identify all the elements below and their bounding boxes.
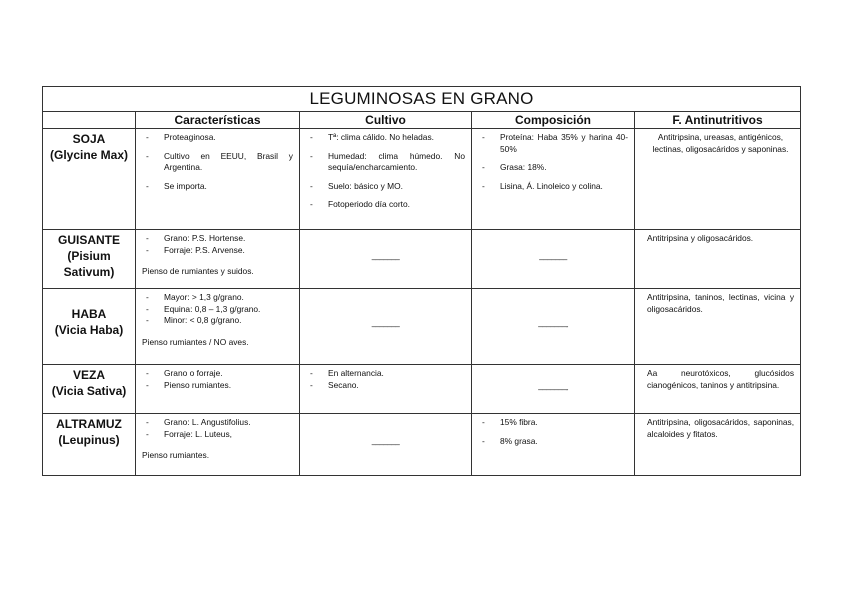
list-item: - Se importa. xyxy=(142,181,293,193)
table-row-altramuz xyxy=(43,414,801,476)
list-item: - Proteína: Haba 35% y harina 40-50% xyxy=(478,132,628,155)
list-item: - 8% grasa. xyxy=(478,436,628,448)
cultivo-placeholder: ––––––– xyxy=(300,289,472,365)
caracteristicas-note: Pienso rumiantes / NO aves. xyxy=(142,336,249,347)
caracteristicas-note: Pienso de rumiantes y suidos. xyxy=(142,266,254,276)
composicion-cell xyxy=(472,414,635,476)
list-item: - En alternancia. xyxy=(306,368,465,380)
composicion-cell xyxy=(472,129,635,230)
row-name: SOJA xyxy=(72,132,106,146)
cultivo-placeholder: ––––––– xyxy=(300,230,472,289)
list-item: - Secano. xyxy=(306,380,465,392)
header-antinutritivos: F. Antinutritivos xyxy=(635,112,801,129)
header-empty xyxy=(43,112,136,129)
row-scientific-name: (Pisium Sativum) xyxy=(63,249,115,279)
list-item: - Tª: clima cálido. No heladas. xyxy=(306,132,465,144)
list-item: - Grano: P.S. Hortense. xyxy=(142,233,293,245)
caracteristicas-list xyxy=(142,132,293,192)
antinutritivos-cell: Antitripsina y oligosacáridos. xyxy=(635,230,801,289)
row-name: ALTRAMUZ xyxy=(56,417,122,431)
composicion-placeholder: –––––––- xyxy=(472,365,635,414)
row-scientific-name: (Vicia Sativa) xyxy=(51,384,127,398)
row-name-cell xyxy=(43,414,136,476)
row-scientific-name: (Leupinus) xyxy=(58,433,120,447)
header-caracteristicas: Características xyxy=(136,112,300,129)
cultivo-placeholder: ––––––– xyxy=(300,414,472,476)
antinutritivos-cell: Antitripsina, oligosacáridos, saponinas, alcaloides y fitatos. xyxy=(635,414,801,476)
list-item: - Forraje: P.S. Arvense. xyxy=(142,245,293,257)
table-row-veza xyxy=(43,365,801,414)
caracteristicas-list xyxy=(142,233,293,256)
header-composicion: Composición xyxy=(472,112,635,129)
composicion-placeholder: –––––––- xyxy=(472,289,635,365)
caracteristicas-cell xyxy=(136,414,300,476)
row-name: GUISANTE xyxy=(57,233,120,247)
caracteristicas-list xyxy=(142,417,293,440)
row-name-cell xyxy=(43,129,136,230)
caracteristicas-cell xyxy=(136,230,300,289)
table-row-haba xyxy=(43,289,801,365)
table-row-guisante xyxy=(43,230,801,289)
row-name: VEZA xyxy=(72,368,105,382)
cultivo-cell xyxy=(300,129,472,230)
row-scientific-name: (Glycine Max) xyxy=(49,148,129,162)
caracteristicas-cell xyxy=(136,129,300,230)
list-item: - Minor: < 0,8 g/grano. xyxy=(142,315,293,327)
list-item: - Mayor: > 1,3 g/grano. xyxy=(142,292,293,304)
antinutritivos-cell: Aa neurotóxicos, glucósidos cianogénicos, taninos y antitripsina. xyxy=(635,365,801,414)
caracteristicas-list xyxy=(142,292,293,327)
antinutritivos-cell: Antitripsina, ureasas, antigénicos, lectinas, oligosacáridos y saponinas. xyxy=(635,129,801,230)
list-item: - Grano o forraje. xyxy=(142,368,293,380)
table-row-soja xyxy=(43,129,801,230)
header-row xyxy=(43,112,801,129)
legumes-table xyxy=(42,86,801,476)
row-name-cell xyxy=(43,289,136,365)
list-item: - Pienso rumiantes. xyxy=(142,380,293,392)
cultivo-list xyxy=(306,132,465,211)
table-title: LEGUMINOSAS EN GRANO xyxy=(43,87,801,112)
title-row xyxy=(43,87,801,112)
list-item: - Fotoperiodo día corto. xyxy=(306,199,465,211)
row-name-cell xyxy=(43,365,136,414)
antinutritivos-cell: Antitripsina, taninos, lectinas, vicina y oligosacáridos. xyxy=(635,289,801,365)
cultivo-cell xyxy=(300,365,472,414)
row-name: HABA xyxy=(71,307,107,321)
caracteristicas-cell xyxy=(136,289,300,365)
caracteristicas-cell xyxy=(136,365,300,414)
row-scientific-name: (Vicia Haba) xyxy=(54,323,124,337)
row-name-cell xyxy=(43,230,136,289)
caracteristicas-note: Pienso rumiantes. xyxy=(142,450,210,460)
list-item: - 15% fibra. xyxy=(478,417,628,429)
composicion-list xyxy=(478,132,628,192)
list-item: - Lisina, Á. Linoleico y colina. xyxy=(478,181,628,193)
list-item: - Proteaginosa. xyxy=(142,132,293,144)
list-item: - Cultivo en EEUU, Brasil y Argentina. xyxy=(142,151,293,174)
cultivo-list xyxy=(306,368,465,391)
list-item: - Forraje: L. Luteus, xyxy=(142,429,293,441)
composicion-placeholder: ––––––– xyxy=(472,230,635,289)
header-cultivo: Cultivo xyxy=(300,112,472,129)
list-item: - Humedad: clima húmedo. No sequía/encharcamiento. xyxy=(306,151,465,174)
composicion-list xyxy=(478,417,628,447)
list-item: - Suelo: básico y MO. xyxy=(306,181,465,193)
list-item: - Grasa: 18%. xyxy=(478,162,628,174)
list-item: - Equina: 0,8 – 1,3 g/grano. xyxy=(142,304,293,316)
list-item: - Grano: L. Angustifolius. xyxy=(142,417,293,429)
caracteristicas-list xyxy=(142,368,293,391)
